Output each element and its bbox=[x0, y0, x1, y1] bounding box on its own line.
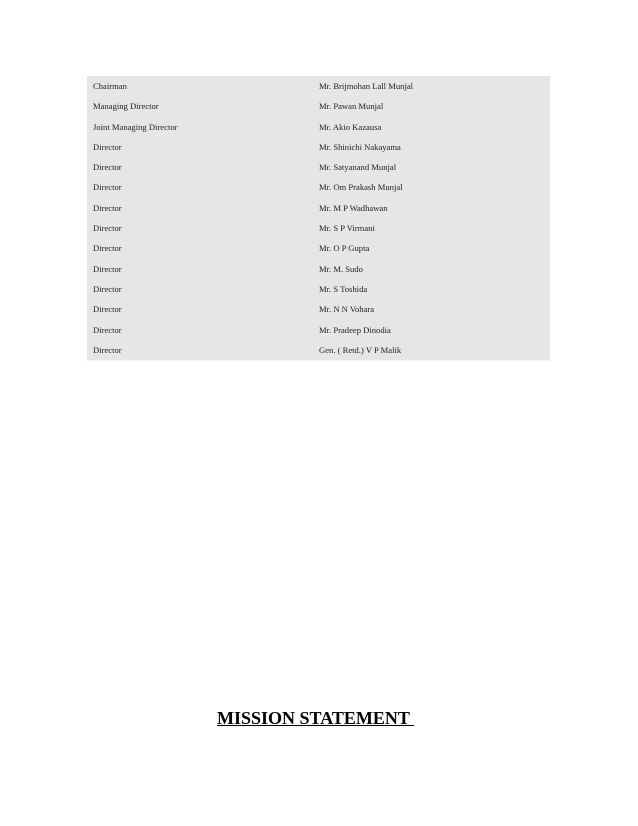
table-row bbox=[87, 198, 550, 218]
director-role: Director bbox=[93, 223, 122, 234]
director-role: Director bbox=[93, 141, 122, 152]
director-name: Mr. Brijmohan Lall Munjal bbox=[319, 81, 414, 91]
director-name: Mr. Om Prakash Munjal bbox=[319, 182, 403, 193]
table-row bbox=[87, 137, 550, 157]
director-role: Director bbox=[93, 304, 122, 315]
director-role: Director bbox=[93, 202, 122, 213]
table-row bbox=[87, 340, 550, 360]
table-row bbox=[87, 117, 550, 137]
director-role: Director bbox=[93, 344, 122, 355]
director-role: Chairman bbox=[93, 81, 127, 91]
director-name: Gen. ( Retd.) V P Malik bbox=[319, 344, 402, 355]
director-name: Mr. Pawan Munjal bbox=[319, 101, 384, 112]
director-role: Director bbox=[93, 283, 122, 294]
table-row bbox=[87, 279, 550, 299]
director-name: Mr. Pradeep Dinodia bbox=[319, 324, 391, 335]
director-name: Mr. Satyanand Munjal bbox=[319, 162, 397, 173]
table-row bbox=[87, 157, 550, 177]
director-name: Mr. M. Sudo bbox=[319, 263, 363, 274]
director-role: Managing Director bbox=[93, 101, 159, 112]
director-role: Director bbox=[93, 263, 122, 274]
board-of-directors-table bbox=[87, 76, 550, 361]
table-row bbox=[87, 177, 550, 197]
table-row bbox=[87, 76, 550, 96]
director-role: Director bbox=[93, 324, 122, 335]
table-row bbox=[87, 238, 550, 258]
director-name: Mr. O P Gupta bbox=[319, 243, 370, 254]
director-name: Mr. M P Wadhawan bbox=[319, 202, 388, 213]
director-name: Mr. S P Virmani bbox=[319, 223, 375, 234]
director-name: Mr. Akio Kazausa bbox=[319, 121, 382, 132]
table-row bbox=[87, 259, 550, 279]
director-role: Director bbox=[93, 162, 122, 173]
table-row bbox=[87, 96, 550, 116]
table-row bbox=[87, 299, 550, 319]
director-name: Mr. Shinichi Nakayama bbox=[319, 141, 401, 152]
mission-statement-heading: MISSION STATEMENT bbox=[217, 708, 415, 728]
director-role: Director bbox=[93, 243, 122, 254]
director-role: Joint Managing Director bbox=[93, 121, 178, 132]
director-name: Mr. N N Vohara bbox=[319, 304, 375, 315]
table-row bbox=[87, 320, 550, 340]
director-role: Director bbox=[93, 182, 122, 193]
table-row bbox=[87, 218, 550, 238]
director-name: Mr. S Toshida bbox=[319, 283, 368, 294]
